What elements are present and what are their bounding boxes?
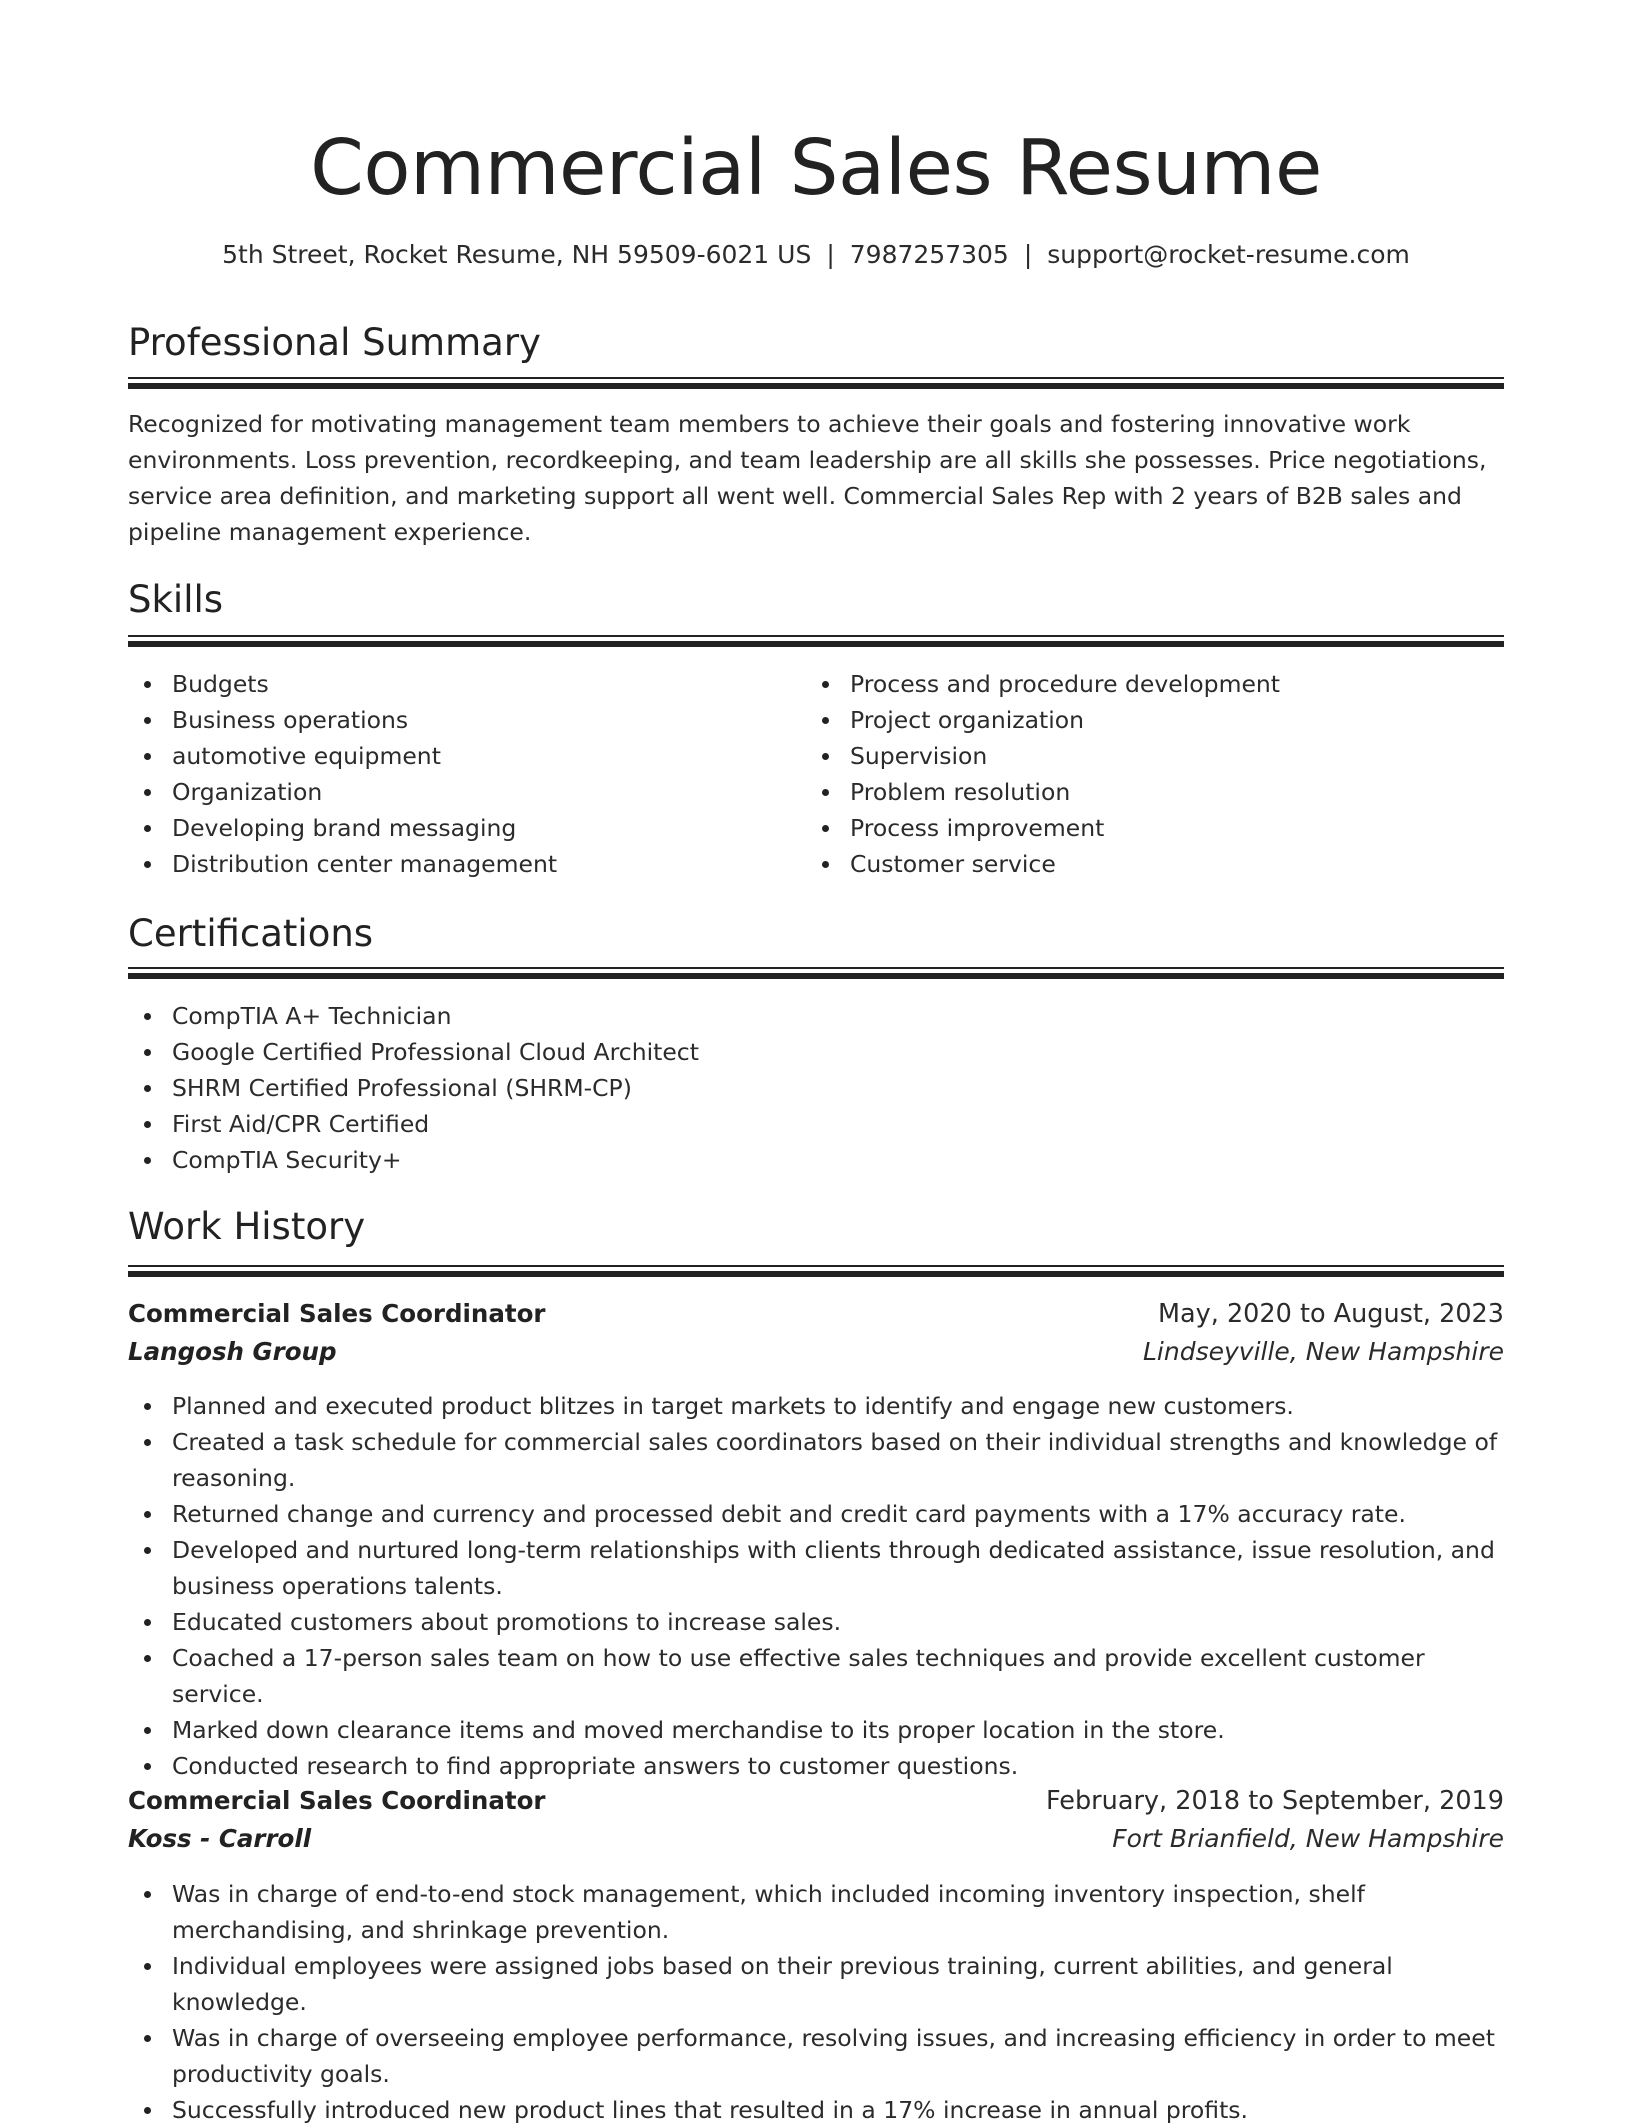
skills-list-right — [806, 666, 1504, 882]
list-item: Organization — [128, 774, 788, 810]
list-item: Problem resolution — [806, 774, 1504, 810]
list-item: CompTIA A+ Technician — [128, 998, 1504, 1034]
job-company: Langosh Group — [128, 1337, 337, 1366]
job-dates: May, 2020 to August, 2023 — [1158, 1299, 1504, 1329]
section-divider — [128, 635, 1504, 647]
list-item: Developed and nurtured long-term relationships with clients through dedicated assistance, issue resolution, and business operations talents. — [128, 1532, 1504, 1604]
list-item: Individual employees were assigned jobs based on their previous training, current abilities, and general knowledge. — [128, 1948, 1504, 2020]
list-item: CompTIA Security+ — [128, 1142, 1504, 1178]
list-item: Was in charge of end-to-end stock management, which included incoming inventory inspection, shelf merchandising, and shrinkage prevention. — [128, 1876, 1504, 1948]
list-item: Educated customers about promotions to increase sales. — [128, 1604, 1504, 1640]
contact-separator: | — [826, 240, 835, 269]
contact-email: support@rocket-resume.com — [1047, 240, 1410, 269]
list-item: automotive equipment — [128, 738, 788, 774]
job-location: Lindseyville, New Hampshire — [1143, 1337, 1504, 1366]
section-divider — [128, 1265, 1504, 1277]
list-item: Google Certified Professional Cloud Architect — [128, 1034, 1504, 1070]
list-item: Customer service — [806, 846, 1504, 882]
job-dates: February, 2018 to September, 2019 — [1046, 1786, 1504, 1816]
job-title: Commercial Sales Coordinator — [128, 1299, 546, 1328]
contact-phone: 7987257305 — [849, 240, 1009, 269]
job-bullets — [128, 1876, 1504, 2128]
list-item: Marked down clearance items and moved merchandise to its proper location in the store. — [128, 1712, 1504, 1748]
certifications-list — [128, 998, 1504, 1178]
summary-text: Recognized for motivating management team members to achieve their goals and fostering innovative work environments. Loss prevention, recordkeeping, and team leadership are all skills she possesses. Price negotiations, service area definition, and marketing support all went well. Commercial Sales Rep with 2 years of B2B sales and pipeline management experience. — [128, 410, 1487, 546]
list-item: Budgets — [128, 666, 788, 702]
skills-heading: Skills — [128, 578, 224, 621]
resume-title: Commercial Sales Resume — [310, 124, 1322, 213]
job-location: Fort Brianfield, New Hampshire — [1112, 1824, 1504, 1853]
list-item: Developing brand messaging — [128, 810, 788, 846]
list-item: Supervision — [806, 738, 1504, 774]
list-item: Distribution center management — [128, 846, 788, 882]
summary-heading: Professional Summary — [128, 321, 541, 364]
list-item: Successfully introduced new product lines that resulted in a 17% increase in annual profits. — [128, 2092, 1504, 2128]
job-company: Koss - Carroll — [128, 1824, 312, 1853]
work-history-heading: Work History — [128, 1205, 366, 1248]
list-item: Project organization — [806, 702, 1504, 738]
list-item: Was in charge of overseeing employee performance, resolving issues, and increasing efficiency in order to meet productivity goals. — [128, 2020, 1504, 2092]
section-divider — [128, 967, 1504, 979]
section-divider — [128, 377, 1504, 389]
list-item: Planned and executed product blitzes in target markets to identify and engage new customers. — [128, 1388, 1504, 1424]
list-item: First Aid/CPR Certified — [128, 1106, 1504, 1142]
list-item: Conducted research to find appropriate answers to customer questions. — [128, 1748, 1504, 1784]
certifications-heading: Certifications — [128, 912, 374, 955]
job-title: Commercial Sales Coordinator — [128, 1786, 546, 1815]
contact-address: 5th Street, Rocket Resume, NH 59509-6021 US — [222, 240, 812, 269]
list-item: Business operations — [128, 702, 788, 738]
job-bullets — [128, 1388, 1504, 1784]
list-item: Process improvement — [806, 810, 1504, 846]
list-item: SHRM Certified Professional (SHRM-CP) — [128, 1070, 1504, 1106]
list-item: Created a task schedule for commercial sales coordinators based on their individual strengths and knowledge of reasoning. — [128, 1424, 1504, 1496]
list-item: Returned change and currency and processed debit and credit card payments with a 17% accuracy rate. — [128, 1496, 1504, 1532]
list-item: Process and procedure development — [806, 666, 1504, 702]
contact-separator: | — [1023, 240, 1033, 269]
skills-list-left — [128, 666, 788, 882]
contact-line — [128, 237, 1504, 273]
list-item: Coached a 17-person sales team on how to use effective sales techniques and provide excellent customer service. — [128, 1640, 1504, 1712]
